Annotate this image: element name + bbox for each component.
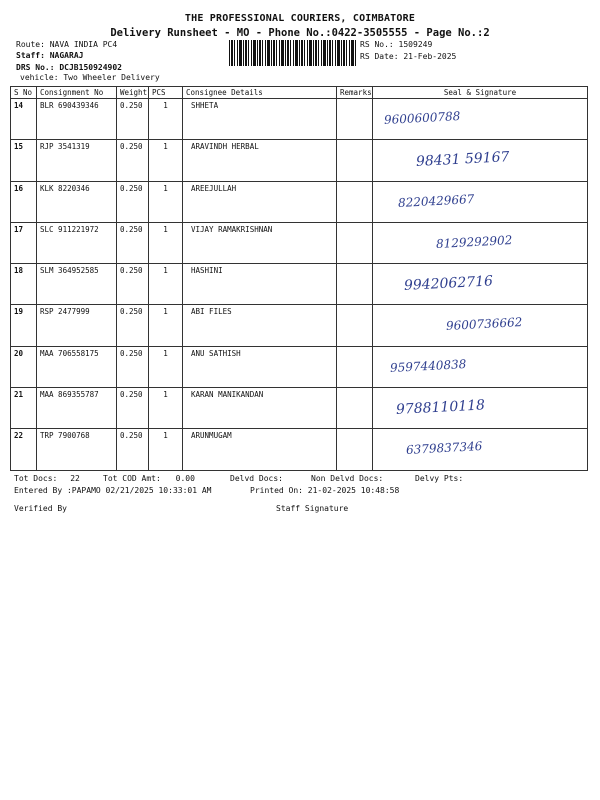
cell-signature xyxy=(373,222,588,263)
cell-consignment-no: MAA 706558175 xyxy=(37,346,117,387)
cell-remarks xyxy=(337,264,373,305)
cell-weight: 0.250 xyxy=(117,264,149,305)
printed-on: Printed On: 21-02-2025 10:48:58 xyxy=(250,486,400,495)
cell-consignee: AREEJULLAH xyxy=(183,181,337,222)
col-sno: S No xyxy=(11,87,37,99)
cell-pcs: 1 xyxy=(149,140,183,181)
rs-date-label: RS Date: xyxy=(360,52,399,61)
cell-remarks xyxy=(337,305,373,346)
cell-consignment-no: RSP 2477999 xyxy=(37,305,117,346)
cell-remarks xyxy=(337,346,373,387)
cell-pcs: 1 xyxy=(149,388,183,429)
cell-weight: 0.250 xyxy=(117,181,149,222)
table-row xyxy=(11,222,588,263)
table-row xyxy=(11,181,588,222)
cell-weight: 0.250 xyxy=(117,346,149,387)
vehicle-value: Two Wheeler Delivery xyxy=(63,73,160,82)
staff-value: NAGARAJ xyxy=(49,51,84,60)
staff-label: Staff: xyxy=(16,51,45,60)
cell-consignee: KARAN MANIKANDAN xyxy=(183,388,337,429)
cell-sno: 16 xyxy=(11,181,37,222)
col-seal-signature: Seal & Signature xyxy=(373,87,588,99)
table-row xyxy=(11,346,588,387)
route-value: NAVA INDIA PC4 xyxy=(49,40,118,49)
cell-consignee: HASHINI xyxy=(183,264,337,305)
tot-cod xyxy=(103,474,195,483)
cell-consignee: ARUNMUGAM xyxy=(183,429,337,470)
col-remarks: Remarks xyxy=(337,87,373,99)
rs-no-line xyxy=(360,40,432,50)
cell-consignment-no: RJP 3541319 xyxy=(37,140,117,181)
cell-sno: 20 xyxy=(11,346,37,387)
cell-weight: 0.250 xyxy=(117,429,149,470)
tot-docs-label: Tot Docs: xyxy=(14,474,58,483)
cell-signature xyxy=(373,181,588,222)
handwritten-signature: 8220429667 xyxy=(397,191,475,210)
cell-sno: 15 xyxy=(11,140,37,181)
cell-sno: 19 xyxy=(11,305,37,346)
cell-sno: 21 xyxy=(11,388,37,429)
cell-consignment-no: SLM 364952585 xyxy=(37,264,117,305)
route-line xyxy=(16,40,117,50)
drs-value: DCJB150924902 xyxy=(59,63,122,72)
cell-weight: 0.250 xyxy=(117,140,149,181)
cell-remarks xyxy=(337,140,373,181)
handwritten-signature: 9600736662 xyxy=(445,315,523,334)
cell-consignment-no: SLC 911221972 xyxy=(37,222,117,263)
cell-consignment-no: MAA 869355787 xyxy=(37,388,117,429)
table-row xyxy=(11,264,588,305)
rs-no-label: RS No.: xyxy=(360,40,394,49)
cell-remarks xyxy=(337,99,373,140)
cell-sno: 17 xyxy=(11,222,37,263)
table-row xyxy=(11,388,588,429)
cell-pcs: 1 xyxy=(149,429,183,470)
handwritten-signature: 8129292902 xyxy=(435,232,513,251)
table-header-row xyxy=(11,87,588,99)
route-label: Route: xyxy=(16,40,45,49)
cell-pcs: 1 xyxy=(149,346,183,387)
table-row xyxy=(11,140,588,181)
cell-consignee: ARAVINDH HERBAL xyxy=(183,140,337,181)
cell-weight: 0.250 xyxy=(117,222,149,263)
cell-signature xyxy=(373,429,588,470)
verified-by: Verified By xyxy=(14,504,67,513)
vehicle-line xyxy=(20,73,160,83)
runsheet-subtitle: Delivery Runsheet - MO - Phone No.:0422-3505555 - Page No.:2 xyxy=(110,27,490,39)
cell-remarks xyxy=(337,181,373,222)
staff-signature: Staff Signature xyxy=(276,504,349,513)
runsheet-table xyxy=(10,86,588,471)
handwritten-signature: 98431 59167 xyxy=(415,149,510,171)
vehicle-label: vehicle: xyxy=(20,73,59,82)
cell-weight: 0.250 xyxy=(117,99,149,140)
rs-no-value: 1509249 xyxy=(398,40,433,49)
tot-cod-value: 0.00 xyxy=(175,474,195,483)
entered-by: Entered By :PAPAMO 02/21/2025 10:33:01 AM xyxy=(14,486,212,495)
handwritten-signature: 9788110118 xyxy=(395,397,486,419)
table-row xyxy=(11,99,588,140)
cell-weight: 0.250 xyxy=(117,388,149,429)
cell-sno: 22 xyxy=(11,429,37,470)
handwritten-signature: 9600600788 xyxy=(383,109,461,127)
cell-consignment-no: KLK 8220346 xyxy=(37,181,117,222)
tot-docs-value: 22 xyxy=(70,474,80,483)
company-title: THE PROFESSIONAL COURIERS, COIMBATORE xyxy=(184,13,416,24)
cell-signature xyxy=(373,140,588,181)
handwritten-signature: 9942062716 xyxy=(403,273,494,295)
staff-line xyxy=(16,51,83,61)
col-consignee-details: Consignee Details xyxy=(183,87,337,99)
cell-sno: 14 xyxy=(11,99,37,140)
table-row xyxy=(11,429,588,470)
non-delvd-docs-label: Non Delvd Docs: xyxy=(311,474,384,483)
cell-consignee: ABI FILES xyxy=(183,305,337,346)
col-consignment-no: Consignment No xyxy=(37,87,117,99)
rs-date-value: 21-Feb-2025 xyxy=(403,52,457,61)
rs-date-line xyxy=(360,52,456,62)
cell-signature xyxy=(373,305,588,346)
cell-weight: 0.250 xyxy=(117,305,149,346)
drs-label: DRS No.: xyxy=(16,63,55,72)
tot-cod-label: Tot COD Amt: xyxy=(103,474,161,483)
cell-remarks xyxy=(337,429,373,470)
cell-signature xyxy=(373,264,588,305)
col-pcs: PCS xyxy=(149,87,183,99)
cell-pcs: 1 xyxy=(149,305,183,346)
cell-consignment-no: TRP 7900768 xyxy=(37,429,117,470)
cell-pcs: 1 xyxy=(149,99,183,140)
cell-consignee: SHHETA xyxy=(183,99,337,140)
delvd-docs-label: Delvd Docs: xyxy=(230,474,283,483)
tot-docs xyxy=(14,474,80,483)
delvy-pts-label: Delvy Pts: xyxy=(415,474,464,483)
handwritten-signature: 9597440838 xyxy=(389,356,467,375)
cell-pcs: 1 xyxy=(149,222,183,263)
table-row xyxy=(11,305,588,346)
cell-sno: 18 xyxy=(11,264,37,305)
cell-signature xyxy=(373,346,588,387)
handwritten-signature: 6379837346 xyxy=(405,439,483,458)
drs-line xyxy=(16,63,122,73)
cell-pcs: 1 xyxy=(149,264,183,305)
cell-consignee: ANU SATHISH xyxy=(183,346,337,387)
cell-signature xyxy=(373,99,588,140)
cell-pcs: 1 xyxy=(149,181,183,222)
cell-consignment-no: BLR 690439346 xyxy=(37,99,117,140)
cell-remarks xyxy=(337,388,373,429)
cell-signature xyxy=(373,388,588,429)
col-weight: Weight xyxy=(117,87,149,99)
cell-consignee: VIJAY RAMAKRISHNAN xyxy=(183,222,337,263)
barcode xyxy=(229,40,356,66)
cell-remarks xyxy=(337,222,373,263)
